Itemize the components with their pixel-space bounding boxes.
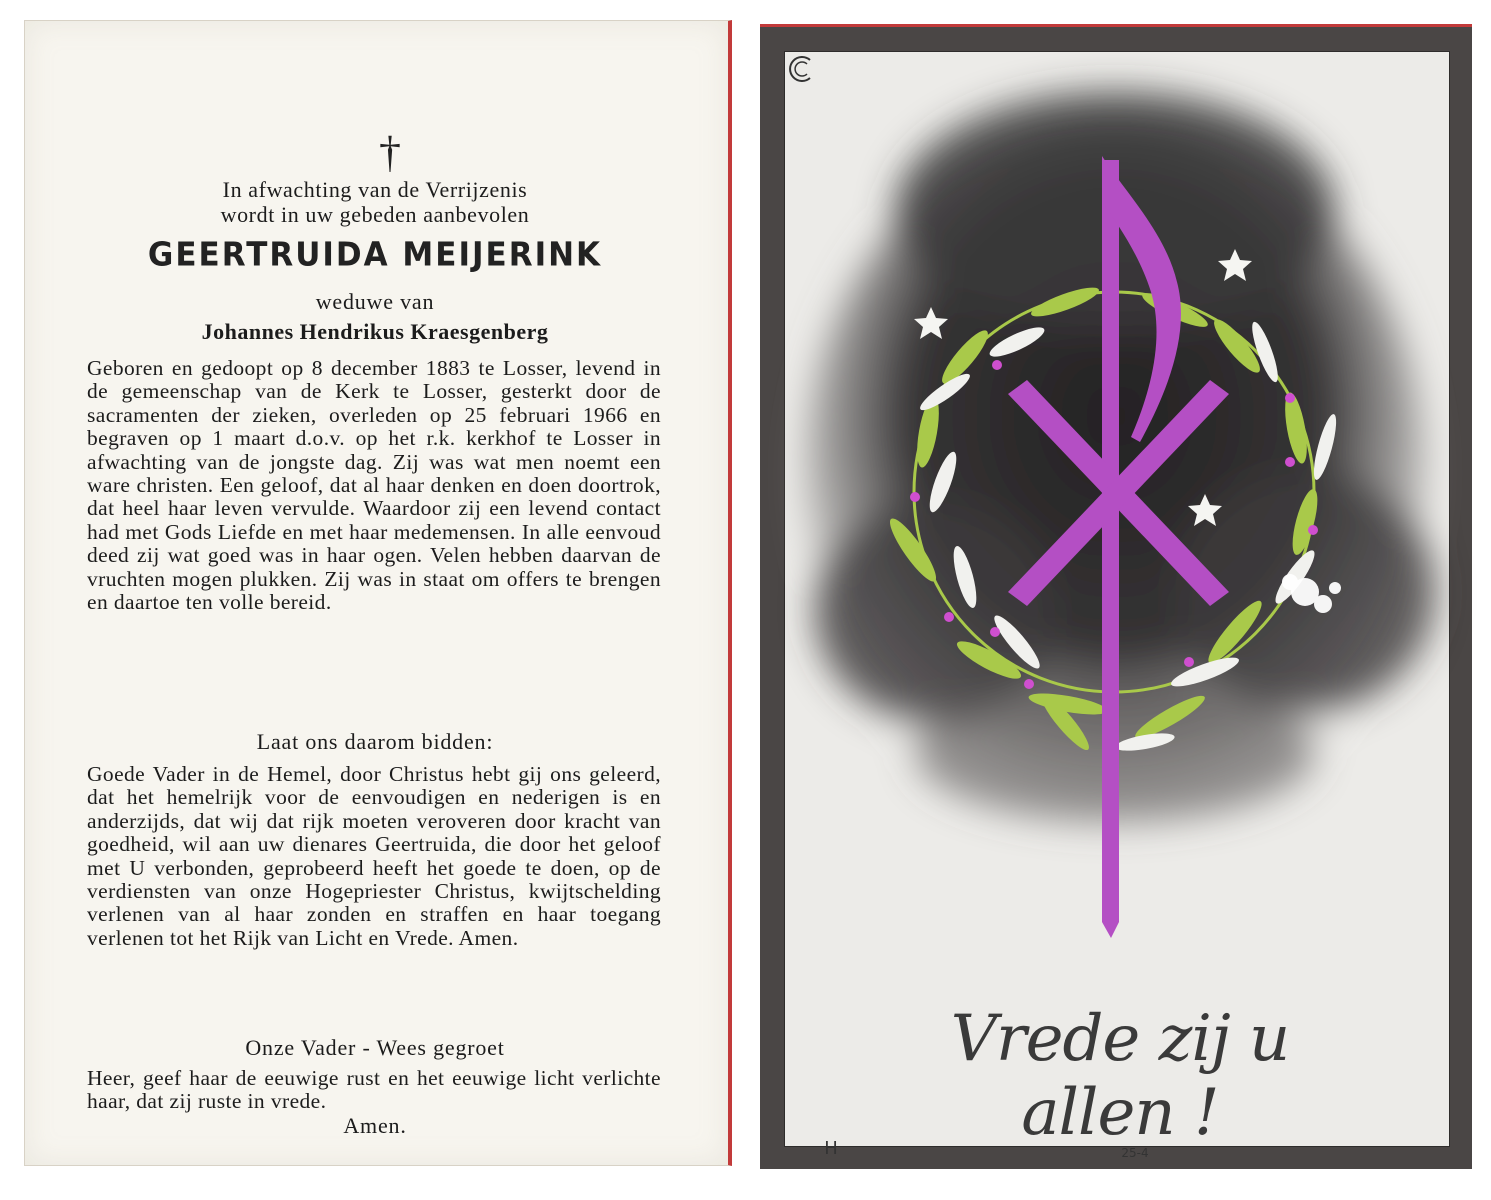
final-prayer: Heer, geef haar de eeuwige rust en het eeuwige licht verlichte haar, dat zij ruste in vrede. [87, 1066, 661, 1114]
closing-prayers: Onze Vader - Wees gegroet [245, 1035, 505, 1060]
deceased-name: GEERTRUIDA MEIJERINK [147, 236, 603, 274]
memorial-card-picture-side [760, 24, 1472, 1169]
cross-icon: † [379, 128, 401, 177]
devotional-image [784, 51, 1450, 1160]
copyright-mark-icon [785, 52, 819, 86]
prayer-text: Goede Vader in de Hemel, door Christus hebt gij ons geleerd, dat het hemelrijk voor de eenvoudigen en nederigen is en anderzijds, dat wij dat rijk moeten veroveren door kracht van goedheid, wil aan uw dienares Geertruida, die door het geloof met U verbonden, geprobeerd heeft het goede te doen, op de verdiensten van onze Hogepriester Christus, kwijtschelding verlenen van al haar zonden en straffen en haar toegang verlenen tot het Rijk van Licht en Vrede. Amen. [87, 762, 661, 950]
devotional-illustration [785, 52, 1449, 1146]
widow-of-label: weduwe van [315, 289, 435, 314]
biography-text: Geboren en gedoopt op 8 december 1883 te Losser, levend in de gemeenschap van de Kerk te Losser, gesterkt door de sacramenten der zieken, overleden op 25 februari 1966 en begraven op 1 maart d.o.v. op het r.k. kerkhof te Losser in afwachting van de jongste dag. Zij was wat men noemt een ware christen. Een geloof, dat al haar denken en doen doortrok, dat heel haar leven vervulde. Waardoor zij een levend contact had met Gods Liefde en met haar medemensen. In alle eenvoud deed zij wat goed was in haar ogen. Velen hebben daarvan de vruchten mogen plukken. Zij was in staat om offers te brengen en daartoe ten volle bereid. [87, 356, 661, 615]
husband-name: Johannes Hendrikus Kraesgenberg [201, 319, 549, 344]
memorial-card-text-side [24, 20, 732, 1166]
final-amen: Amen. [343, 1113, 407, 1138]
motto-text: Vrede zij u allen ! [950, 1002, 1290, 1150]
publisher-mark: H [824, 1138, 838, 1159]
prayer-heading: Laat ons daarom bidden: [256, 729, 494, 754]
card-number: 25-4 [1121, 1146, 1149, 1160]
intro-line-1: In afwachting van de Verrijzenis [222, 177, 528, 202]
intro-line-2: wordt in uw gebeden aanbevolen [220, 202, 530, 227]
